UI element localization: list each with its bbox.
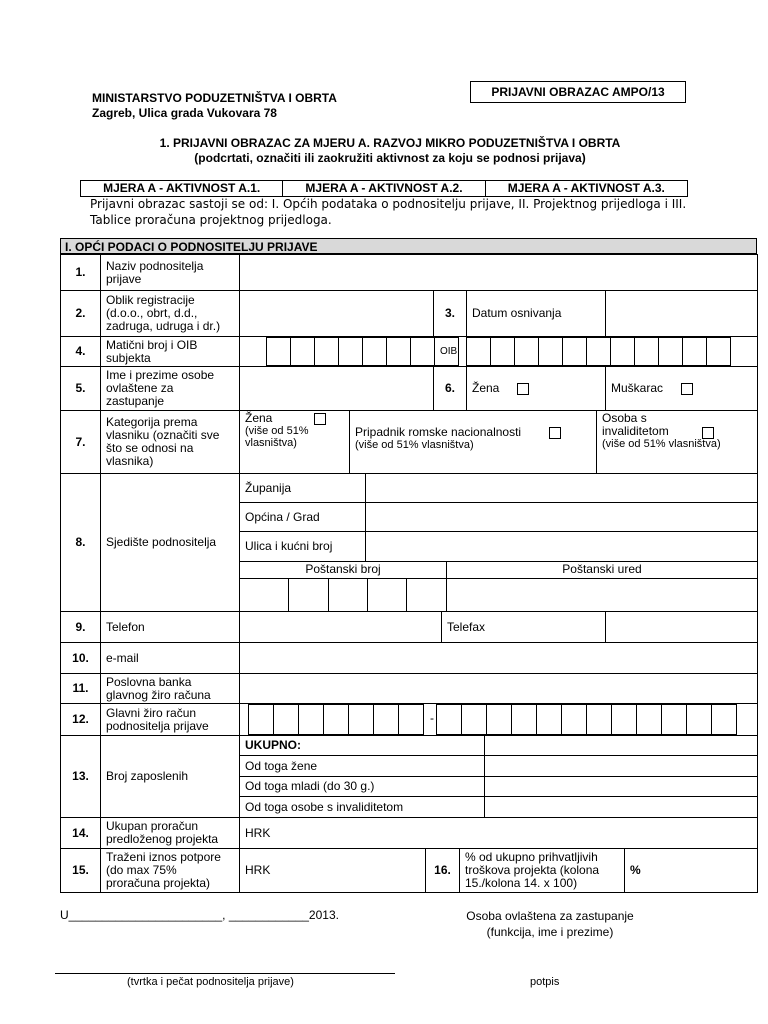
authorized-person-note: (funkcija, ime i prezime): [486, 925, 614, 939]
digit-box[interactable]: [323, 704, 349, 735]
bank-input[interactable]: [239, 673, 758, 704]
digit-box[interactable]: [338, 337, 363, 366]
field-label: Oblik registracije (d.o.o., obrt, d.d., zadruga, udruga i dr.): [100, 290, 240, 337]
founding-date-input[interactable]: [605, 290, 758, 337]
account-dash: -: [430, 711, 434, 725]
digit-box[interactable]: [348, 704, 374, 735]
digit-box[interactable]: [561, 704, 587, 735]
field-label: Sjedište podnositelja: [100, 473, 240, 612]
requested-amount-input[interactable]: [239, 848, 426, 893]
fax-input[interactable]: [605, 611, 758, 643]
measure-selector: [80, 180, 688, 197]
female-label: Žena: [472, 381, 500, 395]
currency-label: HRK: [245, 825, 271, 840]
employees-disabled-label: Od toga osobe s invaliditetom: [239, 796, 485, 818]
row-number: 13.: [60, 735, 101, 818]
row-number: 2.: [60, 290, 101, 337]
digit-box[interactable]: [490, 337, 515, 366]
percentage-input[interactable]: [624, 848, 758, 893]
field-label: Ukupan proračun predloženog projekta: [100, 817, 240, 849]
post-office-label: Poštanski ured: [446, 561, 758, 579]
percent-unit: %: [630, 863, 641, 877]
employees-women-label: Od toga žene: [239, 755, 485, 777]
digit-box[interactable]: [461, 704, 487, 735]
form-subtitle: (podcrtati, označiti ili zaokružiti aktivnost za koju se podnosi prijava): [194, 151, 586, 165]
authorized-person-block: [440, 908, 660, 940]
male-checkbox[interactable]: [681, 383, 693, 395]
ministry-name: MINISTARSTVO PODUZETNIŠTVA I OBRTA: [92, 91, 337, 105]
representative-name-input[interactable]: [239, 366, 434, 411]
registration-oib-area: [239, 336, 758, 367]
digit-box[interactable]: [373, 704, 399, 735]
digit-box[interactable]: [273, 704, 299, 735]
form-title-block: [60, 136, 720, 166]
signature-label: potpis: [530, 976, 560, 988]
digit-box[interactable]: [290, 337, 315, 366]
applicant-name-input[interactable]: [239, 254, 758, 291]
measure-a2[interactable]: MJERA A - AKTIVNOST A.2.: [283, 181, 485, 196]
field-label: Glavni žiro račun podnositelja prijave: [100, 703, 240, 736]
field-label: Traženi iznos potpore (do max 75% proračuna projekta): [100, 848, 240, 893]
row-number: 4.: [60, 336, 101, 367]
stamp-line: [55, 973, 395, 974]
authorized-person-label: Osoba ovlaštena za zastupanje: [466, 909, 634, 923]
currency-label: HRK: [245, 863, 271, 877]
digit-box[interactable]: [248, 704, 274, 735]
total-budget-input[interactable]: [239, 817, 758, 849]
digit-box[interactable]: [711, 704, 737, 735]
section-title: I. OPĆI PODACI O PODNOSITELJU PRIJAVE: [60, 238, 757, 254]
digit-box[interactable]: [386, 337, 411, 366]
municipality-label: Općina / Grad: [239, 502, 366, 532]
account-number-area: [239, 703, 758, 736]
row-number: 12.: [60, 703, 101, 736]
registration-form-input[interactable]: [239, 290, 434, 337]
row-number: 1.: [60, 254, 101, 291]
owner-disabled-option[interactable]: [596, 410, 758, 474]
row-number: 7.: [60, 410, 101, 474]
owner-roma-option[interactable]: [349, 410, 597, 474]
digit-box[interactable]: [436, 704, 462, 735]
digit-box[interactable]: [611, 704, 637, 735]
digit-box[interactable]: [398, 704, 424, 735]
row-number: 6.: [433, 366, 467, 411]
form-title: 1. PRIJAVNI OBRAZAC ZA MJERU A. RAZVOJ MIKRO PODUZETNIŠTVA I OBRTA: [159, 136, 621, 150]
field-label: Poslovna banka glavnog žiro računa: [100, 673, 240, 704]
male-label: Muškarac: [611, 381, 664, 395]
employees-youth-input[interactable]: [484, 776, 758, 797]
employees-disabled-input[interactable]: [484, 796, 758, 818]
field-label: Datum osnivanja: [466, 290, 606, 337]
employees-total-input[interactable]: [484, 735, 758, 756]
ownership-note: (više od 51% vlasništva): [602, 438, 721, 450]
digit-box[interactable]: [466, 337, 491, 366]
ministry-header: [92, 91, 337, 121]
county-input[interactable]: [365, 473, 758, 503]
gender-female-option[interactable]: [466, 366, 606, 411]
place-date-line: U_______________________, ____________2013.: [60, 908, 339, 922]
digit-box[interactable]: [610, 337, 635, 366]
digit-box[interactable]: [298, 704, 324, 735]
email-input[interactable]: [239, 642, 758, 674]
digit-box[interactable]: [538, 337, 563, 366]
employees-total-label: UKUPNO:: [239, 735, 485, 756]
municipality-input[interactable]: [365, 502, 758, 532]
fax-label: Telefax: [441, 611, 606, 643]
owner-roma-label: Pripadnik romske nacionalnosti: [355, 425, 522, 439]
digit-box[interactable]: [586, 337, 611, 366]
row-number: 9.: [60, 611, 101, 643]
postal-digit-box[interactable]: [288, 578, 329, 612]
ownership-note: (više od 51% vlasništva): [245, 425, 309, 449]
digit-box[interactable]: [266, 337, 291, 366]
digit-box[interactable]: [661, 704, 687, 735]
postal-digit-box[interactable]: [239, 578, 289, 612]
digit-box[interactable]: [658, 337, 683, 366]
row-number: 16.: [425, 848, 460, 893]
employees-youth-label: Od toga mladi (do 30 g.): [239, 776, 485, 797]
owner-roma-checkbox[interactable]: [549, 427, 561, 439]
postal-digit-box[interactable]: [367, 578, 407, 612]
owner-disabled-checkbox[interactable]: [702, 427, 714, 439]
employees-women-input[interactable]: [484, 755, 758, 777]
row-number: 5.: [60, 366, 101, 411]
street-label: Ulica i kućni broj: [239, 531, 366, 562]
digit-box[interactable]: [636, 704, 662, 735]
row-number: 3.: [433, 290, 467, 337]
field-label: Naziv podnositelja prijave: [100, 254, 240, 291]
county-label: Županija: [239, 473, 366, 503]
phone-input[interactable]: [239, 611, 442, 643]
applicant-table: [60, 254, 758, 894]
digit-box[interactable]: [514, 337, 539, 366]
intro-text: Prijavni obrazac sastoji se od: I. Općih podataka o podnositelju prijave, II. Projektnog prijedloga i III. Tablice proračuna projektnog prijedloga.: [90, 197, 687, 227]
field-label: e-mail: [100, 642, 240, 674]
postal-digit-box[interactable]: [406, 578, 447, 612]
field-label: Matični broj i OIB subjekta: [100, 336, 240, 367]
digit-box[interactable]: [682, 337, 707, 366]
measure-a3[interactable]: MJERA A - AKTIVNOST A.3.: [507, 181, 665, 195]
digit-box[interactable]: [314, 337, 339, 366]
digit-box[interactable]: [634, 337, 659, 366]
digit-box[interactable]: [410, 337, 435, 366]
ministry-address: Zagreb, Ulica grada Vukovara 78: [92, 106, 277, 120]
digit-box[interactable]: [536, 704, 562, 735]
digit-box[interactable]: [486, 704, 512, 735]
field-label: Telefon: [100, 611, 240, 643]
field-label: Kategorija prema vlasniku (označiti sve što se odnosi na vlasnika): [100, 410, 240, 474]
digit-box[interactable]: [562, 337, 587, 366]
female-checkbox[interactable]: [517, 383, 529, 395]
ownership-note: (više od 51% vlasništva): [355, 439, 474, 451]
digit-box[interactable]: [706, 337, 731, 366]
field-label: Ime i prezime osobe ovlaštene za zastupanje: [100, 366, 240, 411]
oib-label: OIB: [440, 346, 458, 357]
digit-box[interactable]: [511, 704, 537, 735]
field-label: % od ukupno prihvatljivih troškova projekta (kolona 15./kolona 14. x 100): [459, 848, 625, 893]
digit-box[interactable]: [686, 704, 712, 735]
owner-female-checkbox[interactable]: [314, 413, 326, 425]
street-input[interactable]: [365, 531, 758, 562]
owner-disabled-label: Osoba s invaliditetom: [602, 411, 669, 438]
row-number: 14.: [60, 817, 101, 849]
row-number: 8.: [60, 473, 101, 612]
digit-box[interactable]: [586, 704, 612, 735]
postal-digit-box[interactable]: [328, 578, 368, 612]
form-code-box: PRIJAVNI OBRAZAC AMPO/13: [470, 81, 686, 103]
digit-box[interactable]: [362, 337, 387, 366]
post-office-input[interactable]: [446, 578, 758, 612]
owner-female-option[interactable]: [239, 410, 350, 474]
owner-female-label: Žena: [245, 411, 273, 425]
field-label: Broj zaposlenih: [100, 735, 240, 818]
gender-male-option[interactable]: [605, 366, 758, 411]
stamp-label: (tvrtka i pečat podnositelja prijave): [127, 976, 294, 988]
row-number: 15.: [60, 848, 101, 893]
row-number: 10.: [60, 642, 101, 674]
postal-code-label: Poštanski broj: [239, 561, 447, 579]
row-number: 11.: [60, 673, 101, 704]
measure-a1[interactable]: MJERA A - AKTIVNOST A.1.: [81, 181, 283, 196]
